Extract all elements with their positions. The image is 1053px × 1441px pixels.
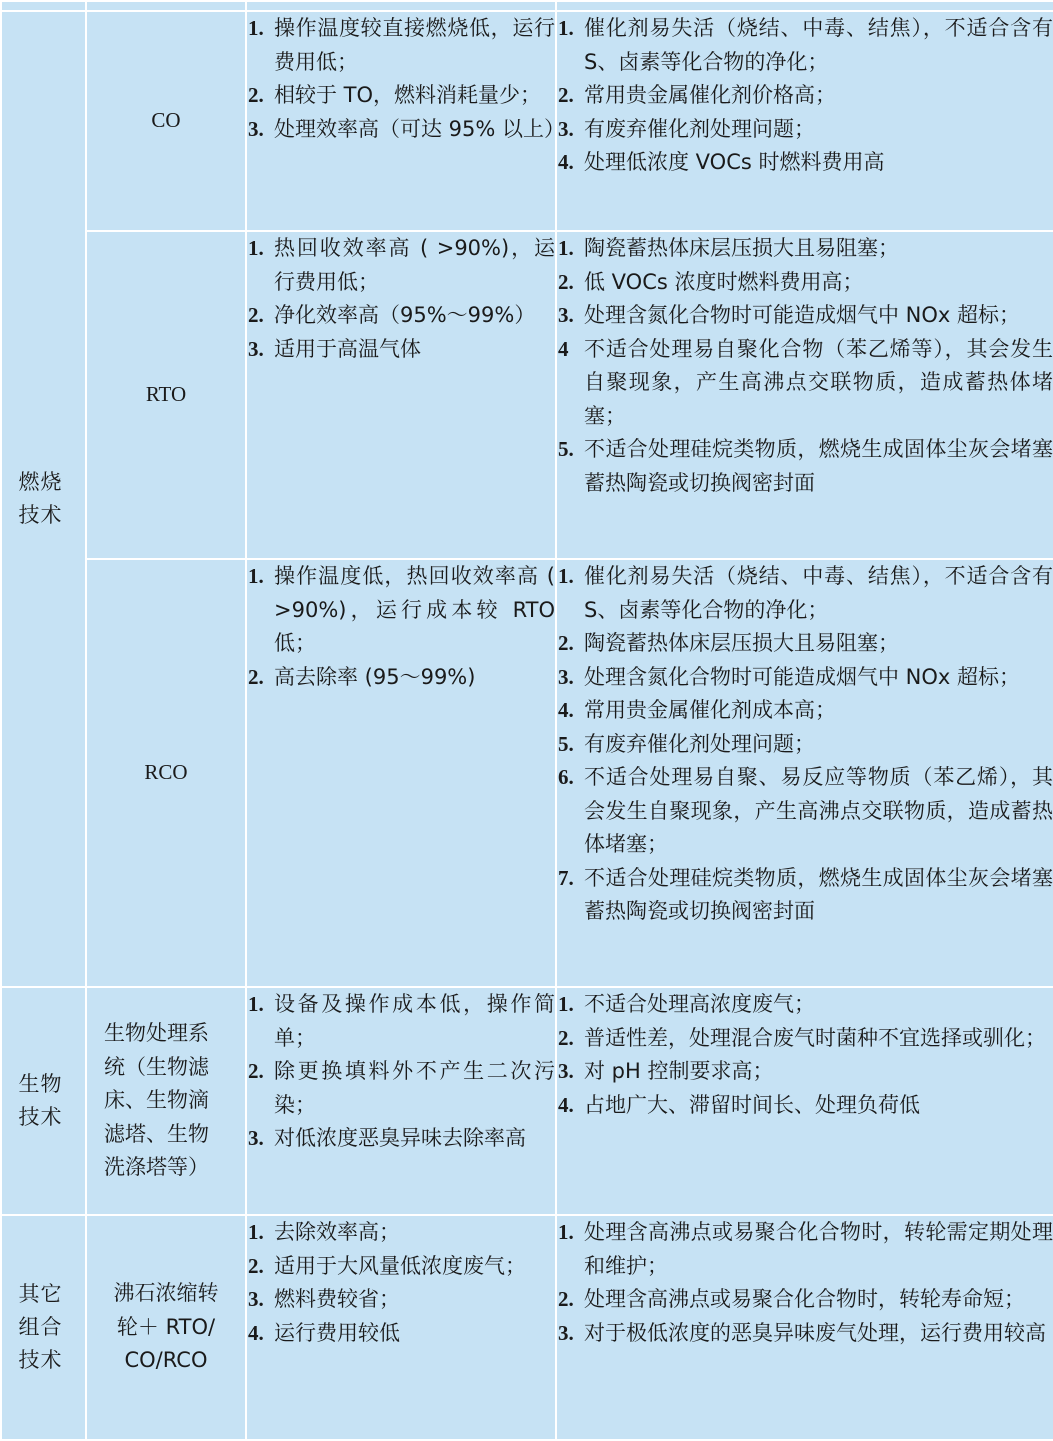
list-item: 1. 热回收效率高 ( >90%)，运行费用低； xyxy=(247,232,555,299)
category-bio: 生物技术 xyxy=(1,987,86,1215)
list-item: 2. 高去除率 (95～99%) xyxy=(247,661,555,695)
list-item: 7. 不适合处理硅烷类物质，燃烧生成固体尘灰会堵塞蓄热陶瓷或切换阀密封面 xyxy=(557,862,1053,929)
list-item: 5. 不适合处理硅烷类物质，燃烧生成固体尘灰会堵塞蓄热陶瓷或切换阀密封面 xyxy=(557,433,1053,500)
disadvantages-rto xyxy=(556,231,1053,559)
list-item: 1. 催化剂易失活（烧结、中毒、结焦），不适合含有 S、卤素等化合物的净化； xyxy=(557,12,1053,79)
list-item: 2. 处理含高沸点或易聚合化合物时，转轮寿命短； xyxy=(557,1283,1053,1317)
list-item: 3. 对低浓度恶臭异味去除率高 xyxy=(247,1122,555,1156)
disadvantages-rco xyxy=(556,559,1053,987)
list-item: 3. 有废弃催化剂处理问题； xyxy=(557,113,1053,147)
list-item: 1. 陶瓷蓄热体床层压损大且易阻塞； xyxy=(557,232,1053,266)
list-item: 1. 不适合处理高浓度废气； xyxy=(557,988,1053,1022)
disadvantages-co xyxy=(556,11,1053,231)
row-other xyxy=(1,1215,1053,1440)
row-rco xyxy=(1,559,1053,987)
list-item: 2. 相较于 TO，燃料消耗量少； xyxy=(247,79,555,113)
list-item: 1. 催化剂易失活（烧结、中毒、结焦），不适合含有 S、卤素等化合物的净化； xyxy=(557,560,1053,627)
advantages-bio xyxy=(246,987,556,1215)
list-item: 1. 去除效率高； xyxy=(247,1216,555,1250)
list-item: 2. 除更换填料外不产生二次污染； xyxy=(247,1055,555,1122)
category-combustion: 燃烧技术 xyxy=(1,11,86,987)
method-co: CO xyxy=(86,11,246,231)
list-item: 2. 低 VOCs 浓度时燃料费用高； xyxy=(557,266,1053,300)
list-item: 3. 燃料费较省； xyxy=(247,1283,555,1317)
advantages-rto xyxy=(246,231,556,559)
list-item: 3. 对于极低浓度的恶臭异味废气处理，运行费用较高 xyxy=(557,1317,1053,1351)
method-bio: 生物处理系统（生物滤床、生物滴滤塔、生物洗涤塔等） xyxy=(86,987,246,1215)
row-co xyxy=(1,11,1053,231)
top-strip-row xyxy=(1,1,1053,11)
list-item: 3. 处理效率高（可达 95% 以上） xyxy=(247,113,555,147)
list-item: 3. 适用于高温气体 xyxy=(247,333,555,367)
advantages-other xyxy=(246,1215,556,1440)
list-item: 1. 操作温度较直接燃烧低，运行费用低； xyxy=(247,12,555,79)
list-item: 3. 处理含氮化合物时可能造成烟气中 NOx 超标； xyxy=(557,661,1053,695)
list-item: 4. 常用贵金属催化剂成本高； xyxy=(557,694,1053,728)
list-item: 2. 适用于大风量低浓度废气； xyxy=(247,1250,555,1284)
disadvantages-bio xyxy=(556,987,1053,1215)
list-item: 4. 处理低浓度 VOCs 时燃料费用高 xyxy=(557,146,1053,180)
list-item: 4. 占地广大、滞留时间长、处理负荷低 xyxy=(557,1089,1053,1123)
advantages-co xyxy=(246,11,566,231)
list-item: 6. 不适合处理易自聚、易反应等物质（苯乙烯），其会发生自聚现象，产生高沸点交联物质，造成蓄热体堵塞； xyxy=(557,761,1053,862)
list-item: 3. 对 pH 控制要求高； xyxy=(557,1055,1053,1089)
list-item: 3. 处理含氮化合物时可能造成烟气中 NOx 超标； xyxy=(557,299,1053,333)
row-bio xyxy=(1,987,1053,1215)
method-other: 沸石浓缩转轮＋ RTO/ CO/RCO xyxy=(86,1215,246,1440)
method-rto: RTO xyxy=(86,231,246,559)
list-item: 2. 普适性差，处理混合废气时菌种不宜选择或驯化； xyxy=(557,1022,1053,1056)
list-item: 1. 处理含高沸点或易聚合化合物时，转轮需定期处理和维护； xyxy=(557,1216,1053,1283)
row-rto xyxy=(1,231,1053,559)
list-item: 2. 常用贵金属催化剂价格高； xyxy=(557,79,1053,113)
list-item: 1. 设备及操作成本低，操作简单； xyxy=(247,988,555,1055)
advantages-rco xyxy=(246,559,556,987)
category-other: 其它组合技术 xyxy=(1,1215,86,1440)
disadvantages-other xyxy=(556,1215,1053,1440)
list-item: 2. 净化效率高（95%～99%） xyxy=(247,299,555,333)
list-item: 4 不适合处理易自聚化合物（苯乙烯等），其会发生自聚现象，产生高沸点交联物质，造成蓄热体堵塞； xyxy=(557,333,1053,434)
list-item: 2. 陶瓷蓄热体床层压损大且易阻塞； xyxy=(557,627,1053,661)
method-rco: RCO xyxy=(86,559,246,987)
list-item: 4. 运行费用较低 xyxy=(247,1317,555,1351)
list-item: 1. 操作温度低，热回收效率高 ( >90%)，运行成本较 RTO 低； xyxy=(247,560,555,661)
list-item: 5. 有废弃催化剂处理问题； xyxy=(557,728,1053,762)
